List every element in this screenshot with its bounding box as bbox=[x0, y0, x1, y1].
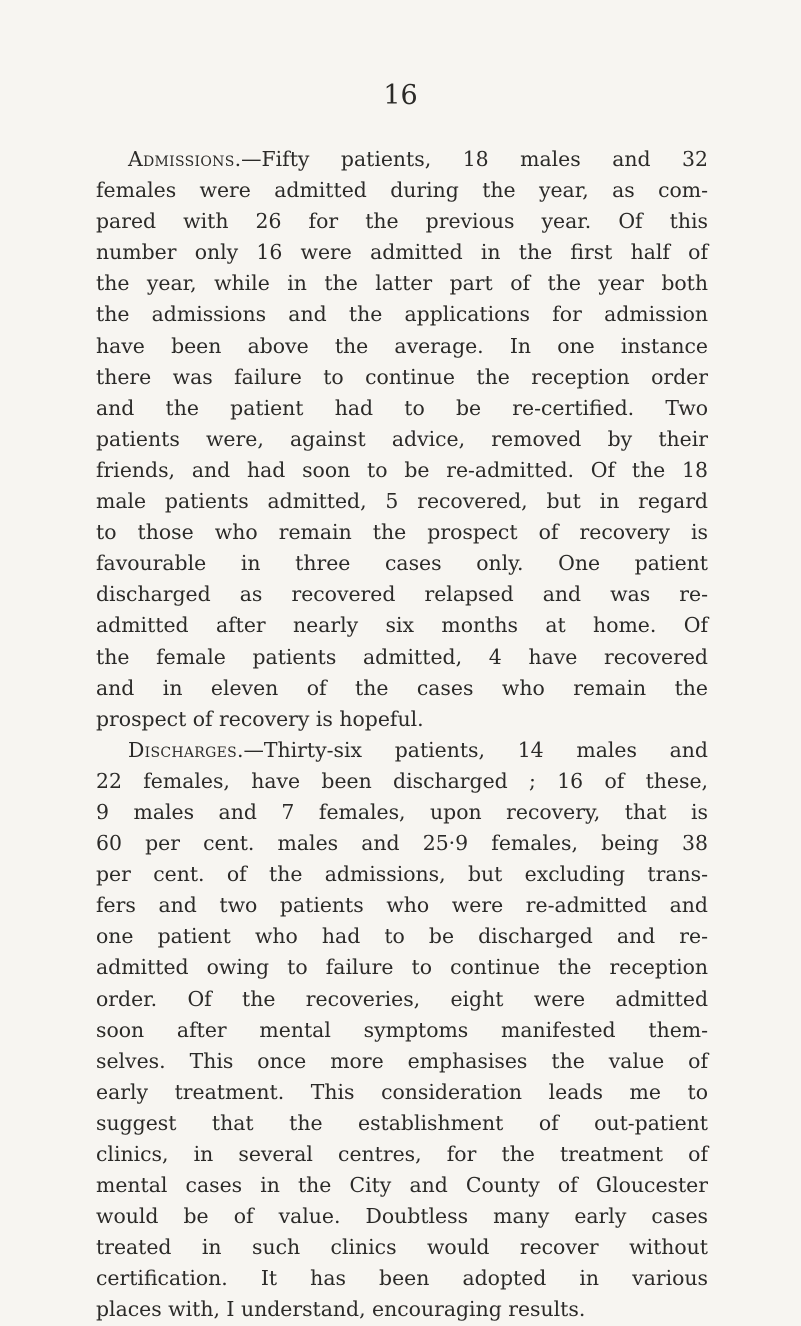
text-line: suggest that the establishment of out-patient bbox=[96, 1110, 708, 1135]
text-line: the year, while in the latter part of the year both bbox=[96, 271, 708, 296]
text-line-content: .—Thirty-six patients, 14 males and bbox=[237, 737, 708, 762]
text-line: order. Of the recoveries, eight were admitted bbox=[96, 986, 708, 1011]
text-line: and in eleven of the cases who remain the bbox=[96, 675, 708, 700]
text-line: admitted owing to failure to continue the reception bbox=[96, 955, 708, 980]
text-line: 9 males and 7 females, upon recovery, that is bbox=[96, 799, 708, 824]
admissions-heading: Admissions bbox=[128, 147, 235, 171]
discharges-paragraph bbox=[96, 735, 708, 1326]
text-line: number only 16 were admitted in the first half of bbox=[96, 240, 708, 265]
text-line: selves. This once more emphasises the value of bbox=[96, 1048, 708, 1073]
text-line: places with, I understand, encouraging results. bbox=[96, 1297, 586, 1322]
text-line: per cent. of the admissions, but excluding trans- bbox=[96, 862, 708, 887]
text-line: have been above the average. In one instance bbox=[96, 333, 708, 358]
text-line: the admissions and the applications for admission bbox=[96, 302, 708, 327]
discharges-heading: Discharges bbox=[128, 737, 238, 762]
text-line: early treatment. This consideration leads me to bbox=[96, 1079, 708, 1104]
text-line: mental cases in the City and County of Gloucester bbox=[96, 1173, 708, 1198]
text-line: the female patients admitted, 4 have recovered bbox=[96, 644, 708, 669]
text-line: certification. It has been adopted in various bbox=[96, 1266, 708, 1291]
text-line: 22 females, have been discharged ; 16 of these, bbox=[96, 768, 708, 793]
body-text bbox=[96, 144, 708, 1326]
text-line: females were admitted during the year, as com- bbox=[96, 178, 708, 203]
text-line: and the patient had to be re-certified. Two bbox=[96, 395, 708, 420]
text-line bbox=[96, 735, 708, 766]
text-line: to those who remain the prospect of recovery is bbox=[96, 520, 708, 545]
text-line: discharged as recovered relapsed and was re- bbox=[96, 582, 708, 607]
text-line: admitted after nearly six months at home. Of bbox=[96, 613, 708, 638]
text-line: prospect of recovery is hopeful. bbox=[96, 706, 424, 731]
text-line: treated in such clinics would recover without bbox=[96, 1235, 708, 1260]
text-line bbox=[96, 144, 708, 175]
text-line: would be of value. Doubtless many early cases bbox=[96, 1204, 708, 1229]
text-line: 60 per cent. males and 25·9 females, being 38 bbox=[96, 831, 708, 856]
text-line-content: .—Fifty patients, 18 males and 32 bbox=[234, 147, 708, 171]
text-line: pared with 26 for the previous year. Of this bbox=[96, 209, 708, 234]
text-line: there was failure to continue the reception order bbox=[96, 364, 708, 389]
text-line: clinics, in several centres, for the treatment of bbox=[96, 1142, 708, 1166]
text-line: patients were, against advice, removed by their bbox=[96, 426, 708, 451]
admissions-paragraph bbox=[96, 144, 708, 735]
text-line: friends, and had soon to be re-admitted. Of the 18 bbox=[96, 457, 708, 482]
text-line: one patient who had to be discharged and re- bbox=[96, 924, 708, 949]
page-number: 16 bbox=[383, 80, 418, 111]
text-line: favourable in three cases only. One patient bbox=[96, 551, 708, 576]
text-line: male patients admitted, 5 recovered, but in regard bbox=[96, 489, 708, 514]
text-line: soon after mental symptoms manifested them- bbox=[96, 1017, 708, 1042]
text-line: fers and two patients who were re-admitted and bbox=[96, 893, 708, 918]
